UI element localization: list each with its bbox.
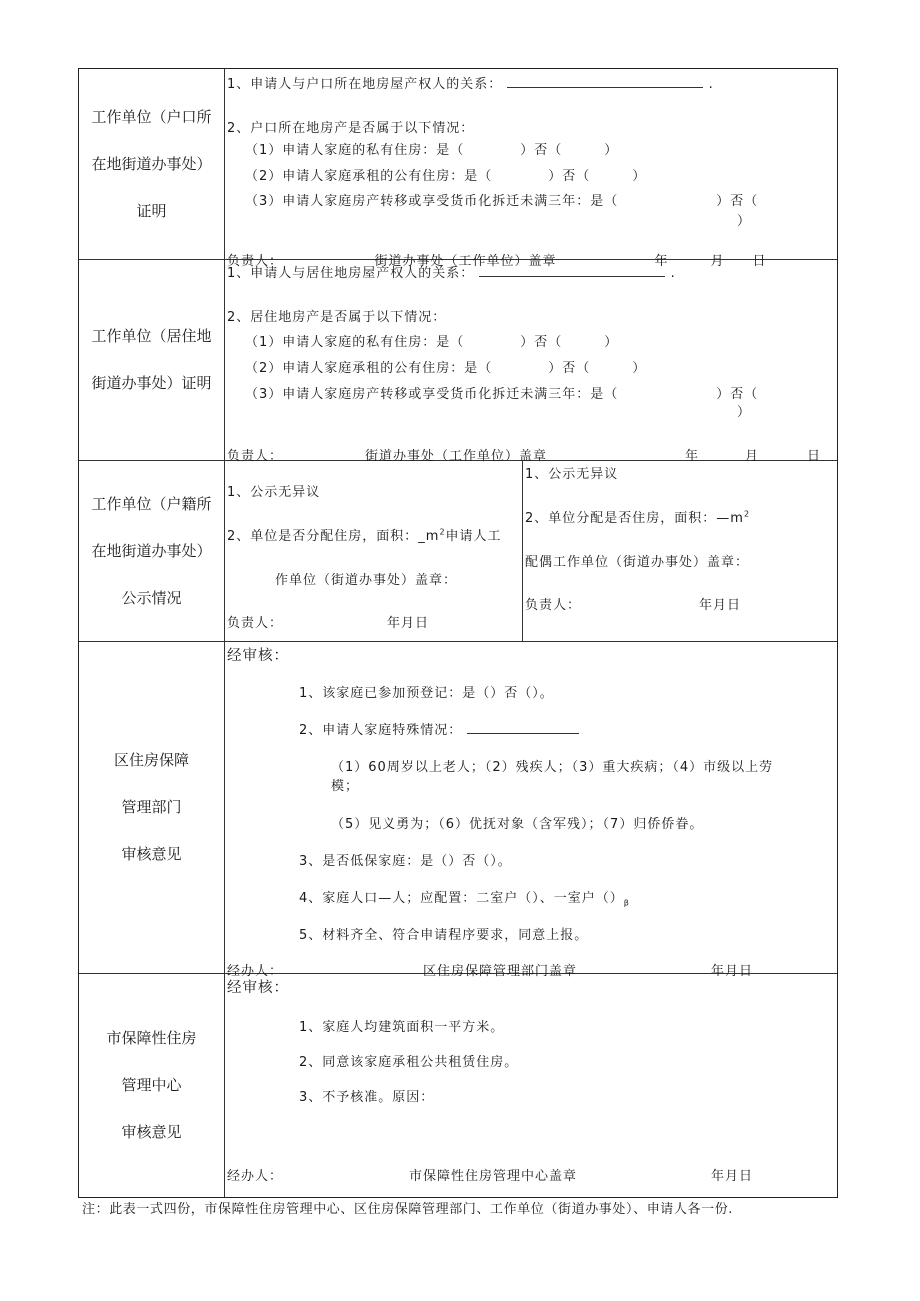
special-situation-text: 2、申请人家庭特殊情况： xyxy=(299,723,463,738)
stray-mark: β xyxy=(623,898,630,908)
label-line: 街道办事处）证明 xyxy=(91,374,212,392)
label-line: 市保障性住房 xyxy=(106,1029,197,1047)
responsible-person-label: 负责人： xyxy=(525,598,582,613)
square-sup: 2 xyxy=(743,509,751,519)
option-transfer[interactable]: （3）申请人家庭房产转移或享受货币化拆迁未满三年：是（ ）否（ xyxy=(245,194,759,209)
label-line: 管理部门 xyxy=(121,798,182,816)
relation-blank[interactable] xyxy=(507,75,703,88)
section-notice-label xyxy=(79,461,225,641)
reject-item[interactable]: 3、不予核准。原因： xyxy=(299,1090,435,1105)
spouse-seal-label: 配偶工作单位（街道办事处）盖章： xyxy=(525,555,750,570)
no-objection: 1、公示无异议 xyxy=(227,485,321,500)
option-transfer-close: ） xyxy=(737,214,752,229)
option-public[interactable]: （2）申请人家庭承租的公有住房：是（ ）否（ ） xyxy=(245,361,647,376)
materials-complete-item[interactable]: 5、材料齐全、符合申请程序要求，同意上报。 xyxy=(299,928,589,943)
housing-area-line[interactable] xyxy=(525,507,750,526)
option-transfer-close: ） xyxy=(737,405,752,420)
responsible-person-label: 负责人： xyxy=(227,449,284,464)
section-district-content xyxy=(225,642,837,979)
label-line: 在地街道办事处） xyxy=(91,154,212,173)
label-line: 工作单位（户籍所 xyxy=(91,494,212,513)
date-label: 年月日 xyxy=(699,598,742,613)
review-heading: 经审核： xyxy=(227,980,289,996)
date-day: 日 xyxy=(807,449,822,464)
section-city-review xyxy=(79,974,837,1197)
option-private[interactable]: （1）申请人家庭的私有住房：是（ ）否（ ） xyxy=(245,143,619,158)
section-district-label xyxy=(79,642,225,973)
special-options-2[interactable]: （5）见义勇为；（6）优抚对象（含军残）；（7）归侨侨眷。 xyxy=(331,817,704,832)
applicant-notice xyxy=(225,461,523,641)
special-options-1[interactable]: （1）60周岁以上老人；（2）残疾人；（3）重大疾病；（4）市级以上劳 xyxy=(331,760,774,775)
housing-area-tail: 申请人工 xyxy=(445,529,502,544)
housing-area-text: 2、单位分配是否住房，面积：—m xyxy=(525,511,744,526)
section-public-notice xyxy=(79,461,837,642)
seal-label: 区住房保障管理部门盖章 xyxy=(423,964,578,979)
spouse-notice xyxy=(523,461,837,641)
no-objection: 1、公示无异议 xyxy=(525,467,619,482)
family-size-item[interactable] xyxy=(299,887,630,908)
housing-area-line[interactable] xyxy=(227,525,502,544)
option-transfer[interactable]: （3）申请人家庭房产转移或享受货币化拆迁未满三年：是（ ）否（ xyxy=(245,387,759,402)
option-public[interactable]: （2）申请人家庭承租的公有住房：是（ ）否（ ） xyxy=(245,169,647,184)
signature-line-cut: 负责人： 街道办事处（工作单位）盖章 年 月 日 xyxy=(227,254,767,269)
housing-area-text: 2、单位是否分配住房，面积：_m xyxy=(227,529,440,544)
label-line: 区住房保障 xyxy=(113,751,189,769)
label-line: 在地街道办事处） xyxy=(91,541,212,560)
date-year: 年 xyxy=(685,449,700,464)
relation-question: 1、申请人与居住地房屋产权人的关系： xyxy=(227,266,475,281)
approval-table xyxy=(78,68,838,1198)
section-hukou-label xyxy=(79,69,225,259)
label-line: 审核意见 xyxy=(121,1123,182,1141)
approve-rental-item[interactable]: 2、同意该家庭承租公共租赁住房。 xyxy=(299,1055,519,1070)
preregistration-item[interactable]: 1、该家庭已参加预登记：是（）否（）。 xyxy=(299,686,554,701)
period: . xyxy=(670,266,676,281)
label-line: 工作单位（户口所 xyxy=(91,107,212,126)
label-line: 工作单位（居住地 xyxy=(91,327,212,345)
section-city-label xyxy=(79,974,225,1197)
low-income-item[interactable]: 3、是否低保家庭：是（）否（）。 xyxy=(299,854,512,869)
section-notice-content xyxy=(225,461,837,641)
label-line: 审核意见 xyxy=(121,845,182,863)
unit-seal-label: 作单位（街道办事处）盖章： xyxy=(275,573,458,588)
date-label: 年月日 xyxy=(711,1169,754,1184)
section-district-review xyxy=(79,642,837,979)
section-hukou-content xyxy=(225,69,837,269)
family-size-text: 4、家庭人口—人；应配置：二室户（）、一室户（） xyxy=(299,891,624,906)
relation-question: 1、申请人与户口所在地房屋产权人的关系： xyxy=(227,77,503,92)
property-question: 2、户口所在地房产是否属于以下情况： xyxy=(227,121,475,136)
option-private[interactable]: （1）申请人家庭的私有住房：是（ ）否（ ） xyxy=(245,335,619,350)
relation-blank[interactable] xyxy=(479,264,665,277)
review-heading: 经审核： xyxy=(227,648,289,664)
footnote: 注：此表一式四份，市保障性住房管理中心、区住房保障管理部门、工作单位（街道办事处）、申请人各一份. xyxy=(82,1202,734,1217)
period: . xyxy=(708,77,714,92)
section-residence-proof xyxy=(79,260,837,464)
square-sup: 2 xyxy=(439,527,446,537)
seal-label: 街道办事处（工作单位）盖章 xyxy=(365,449,548,464)
label-line: 公示情况 xyxy=(121,588,182,607)
date-month: 月 xyxy=(745,449,760,464)
special-situation-blank[interactable] xyxy=(467,721,579,734)
section-residence-label xyxy=(79,260,225,460)
date-label: 年月日 xyxy=(387,616,430,631)
section-city-content xyxy=(225,974,837,1197)
property-question: 2、居住地房产是否属于以下情况： xyxy=(227,310,447,325)
area-per-capita-item[interactable]: 1、家庭人均建筑面积一平方米。 xyxy=(299,1020,505,1035)
label-line: 证明 xyxy=(136,201,167,220)
section-hukou-proof xyxy=(79,69,837,269)
seal-label: 市保障性住房管理中心盖章 xyxy=(409,1169,578,1184)
special-situation-item[interactable] xyxy=(299,719,579,738)
section-residence-content xyxy=(225,260,837,464)
special-options-1-cont: 模； xyxy=(331,779,360,794)
handler-label: 经办人： xyxy=(227,964,284,979)
date-label: 年月日 xyxy=(711,964,754,979)
responsible-person-label: 负责人： xyxy=(227,616,284,631)
handler-label: 经办人： xyxy=(227,1169,284,1184)
label-line: 管理中心 xyxy=(121,1076,182,1094)
